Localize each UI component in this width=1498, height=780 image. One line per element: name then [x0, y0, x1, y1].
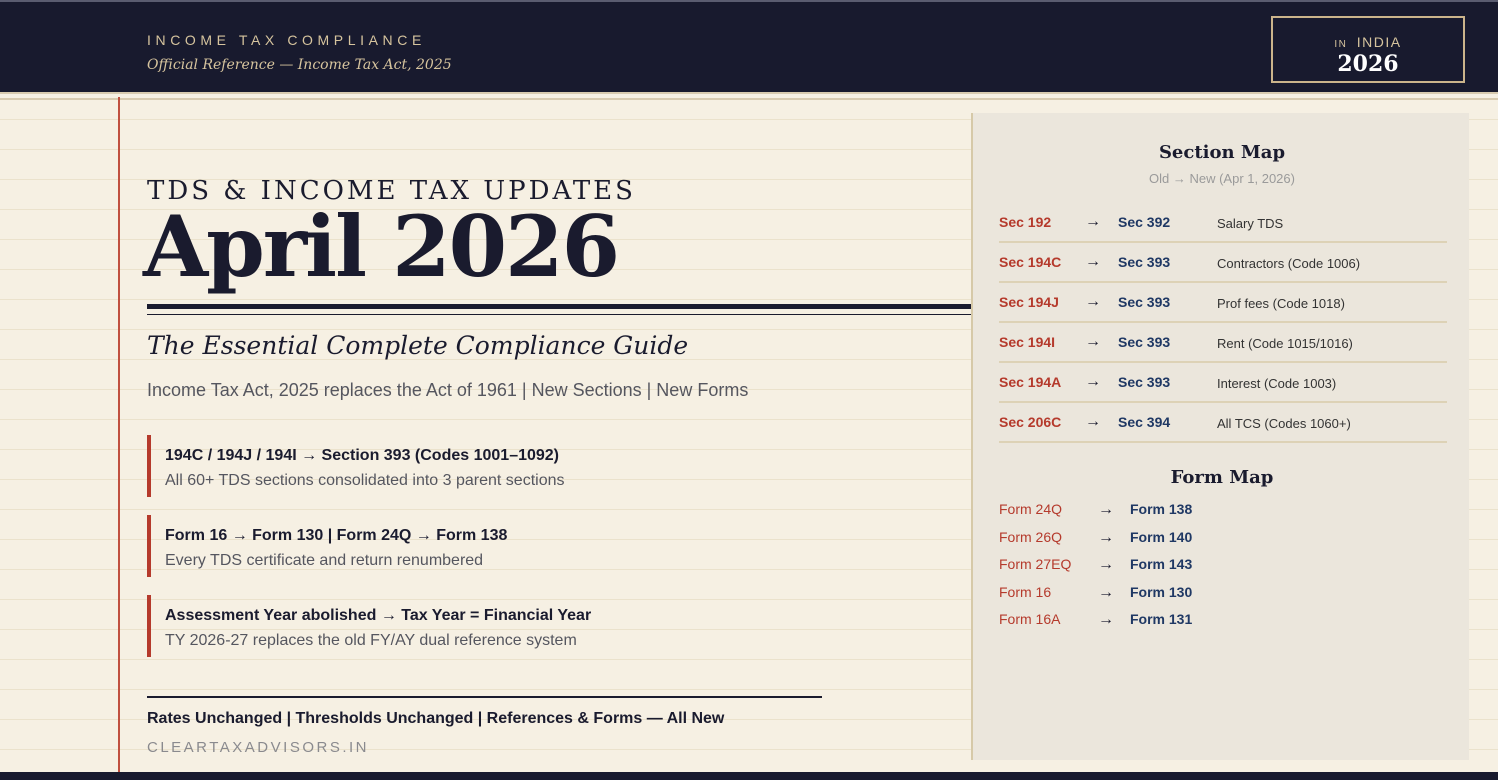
margin-rule	[118, 97, 120, 780]
region-year-badge	[1271, 16, 1465, 83]
badge-prefix: IN	[1334, 39, 1348, 50]
new-section: Sec 393	[1118, 294, 1171, 310]
footer-summary: Rates Unchanged | Thresholds Unchanged | References & Forms — All New	[147, 710, 725, 727]
arrow-right-icon: →	[1085, 213, 1101, 230]
old-section: Sec 194J	[999, 294, 1059, 310]
form-map-title: Form Map	[1170, 467, 1274, 488]
highlight-card	[147, 515, 787, 577]
new-section: Sec 393	[1118, 374, 1171, 390]
section-map-row	[999, 283, 1447, 323]
new-form: Form 143	[1130, 556, 1193, 572]
section-description: Rent (Code 1015/1016)	[1217, 336, 1353, 351]
header-divider-band	[0, 92, 1498, 100]
section-description: Interest (Code 1003)	[1217, 376, 1337, 391]
hero-subtitle: The Essential Complete Compliance Guide	[147, 331, 689, 360]
section-map-row	[999, 323, 1447, 363]
new-form: Form 131	[1130, 611, 1193, 627]
top-header-bar	[0, 0, 1498, 92]
old-section: Sec 206C	[999, 414, 1062, 430]
badge-year: 2026	[1337, 51, 1399, 77]
new-section: Sec 394	[1118, 414, 1171, 430]
form-map-row	[999, 556, 1299, 578]
old-section: Sec 194I	[999, 334, 1056, 350]
section-map-row	[999, 243, 1447, 283]
footer-site-link[interactable]: CLEARTAXADVISORS.IN	[147, 739, 369, 756]
new-form: Form 138	[1130, 501, 1193, 517]
hero-headline: April 2026	[143, 197, 619, 296]
highlight-card	[147, 595, 787, 657]
form-map-row	[999, 584, 1299, 606]
section-description: Salary TDS	[1217, 216, 1284, 231]
arrow-right-icon: →	[1085, 413, 1101, 430]
brand-subtitle: Official Reference — Income Tax Act, 2025	[147, 57, 452, 73]
badge-country: INDIA	[1356, 34, 1402, 50]
bottom-bar	[0, 772, 1498, 780]
old-form: Form 24Q	[999, 501, 1063, 517]
hero-kicker: TDS & INCOME TAX UPDATES	[147, 176, 636, 206]
section-map-subtitle: Old → New (Apr 1, 2026)	[1149, 171, 1295, 186]
arrow-right-icon: →	[1085, 333, 1101, 350]
arrow-right-icon: →	[1085, 373, 1101, 390]
form-map-row	[999, 501, 1299, 523]
arrow-right-icon: →	[1098, 611, 1114, 628]
old-form: Form 26Q	[999, 529, 1063, 545]
highlight-description: TY 2026-27 replaces the old FY/AY dual reference system	[165, 632, 577, 649]
new-section: Sec 393	[1118, 254, 1171, 270]
highlight-title: Form 16 → Form 130 | Form 24Q → Form 138	[165, 527, 508, 544]
old-form: Form 16A	[999, 611, 1061, 627]
arrow-right-icon: →	[1098, 556, 1114, 573]
old-form: Form 27EQ	[999, 556, 1072, 572]
old-form: Form 16	[999, 584, 1052, 600]
new-section: Sec 393	[1118, 334, 1171, 350]
headline-rule-thick	[147, 304, 971, 309]
form-map-row	[999, 611, 1299, 633]
section-description: Contractors (Code 1006)	[1217, 256, 1361, 271]
section-map-row	[999, 363, 1447, 403]
highlight-title: 194C / 194J / 194I → Section 393 (Codes 1001–1092)	[165, 447, 560, 464]
arrow-right-icon: →	[1098, 584, 1114, 601]
highlight-title: Assessment Year abolished → Tax Year = Financial Year	[165, 607, 592, 624]
arrow-right-icon: →	[1098, 529, 1114, 546]
brand-kicker: INCOME TAX COMPLIANCE	[147, 32, 426, 48]
highlight-description: All 60+ TDS sections consolidated into 3 parent sections	[165, 472, 565, 489]
headline-rule-thin	[147, 314, 971, 315]
section-description: Prof fees (Code 1018)	[1217, 296, 1345, 311]
new-form: Form 130	[1130, 584, 1193, 600]
section-map-title: Section Map	[1158, 142, 1286, 163]
arrow-right-icon: →	[1098, 501, 1114, 518]
highlight-description: Every TDS certificate and return renumbered	[165, 552, 484, 569]
section-map-row	[999, 403, 1447, 443]
old-section: Sec 194A	[999, 374, 1062, 390]
section-description: All TCS (Codes 1060+)	[1217, 416, 1351, 431]
new-form: Form 140	[1130, 529, 1193, 545]
arrow-right-icon: →	[1085, 293, 1101, 310]
mapping-panel	[971, 113, 1469, 760]
old-section: Sec 194C	[999, 254, 1062, 270]
footer-rule	[147, 696, 822, 698]
arrow-right-icon: →	[1085, 253, 1101, 270]
highlight-card	[147, 435, 787, 497]
hero-tagline: Income Tax Act, 2025 replaces the Act of 1961 | New Sections | New Forms	[147, 380, 749, 400]
new-section: Sec 392	[1118, 214, 1171, 230]
form-map-row	[999, 529, 1299, 551]
section-map-row	[999, 203, 1447, 243]
old-section: Sec 192	[999, 214, 1052, 230]
